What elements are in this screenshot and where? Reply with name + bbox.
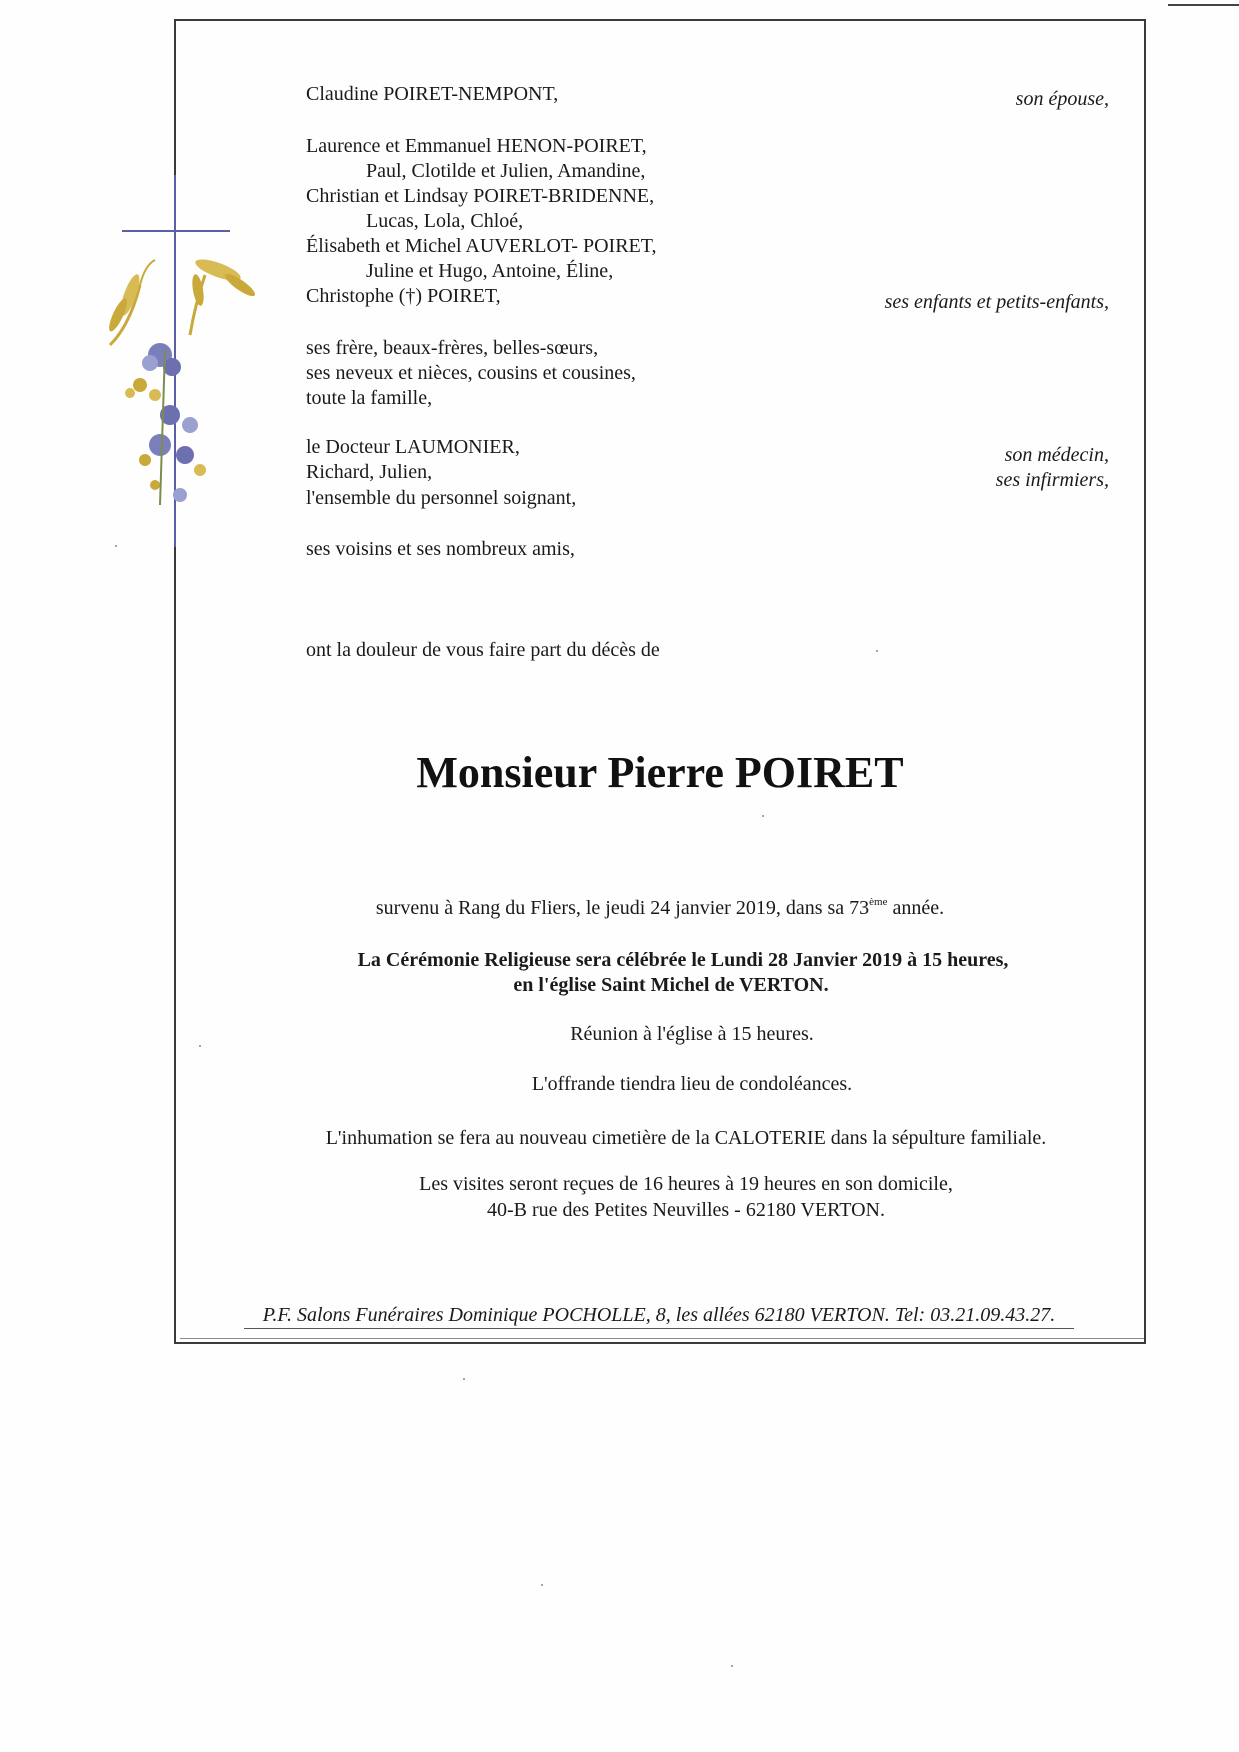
scan-speck [463, 1378, 465, 1380]
funeral-home-footer: P.F. Salons Funéraires Dominique POCHOLLE, 8, les allées 62180 VERTON. Tel: 03.21.09.43.27. [244, 1303, 1074, 1329]
relatives-line: ses neveux et nièces, cousins et cousines, [306, 362, 636, 384]
epouse-role: son épouse, [1015, 88, 1109, 110]
children-role: ses enfants et petits-enfants, [884, 291, 1109, 313]
wheat-flower-ornament-icon [100, 255, 260, 525]
children-line: Élisabeth et Michel AUVERLOT- POIRET, [306, 235, 657, 257]
scan-speck [115, 545, 117, 547]
scan-speck [876, 650, 878, 652]
cross-bar [122, 230, 230, 232]
infirmiers-role: ses infirmiers, [995, 469, 1109, 491]
friends-line: ses voisins et ses nombreux amis, [306, 538, 575, 560]
children-line: Juline et Hugo, Antoine, Éline, [366, 260, 614, 282]
visits-line: Les visites seront reçues de 16 heures à 19 heures en son domicile, [419, 1173, 953, 1195]
deceased-name: Monsieur Pierre POIRET [416, 748, 904, 797]
epouse-name: Claudine POIRET-NEMPONT, [306, 83, 559, 105]
scan-speck [541, 1584, 543, 1586]
offrande-line: L'offrande tiendra lieu de condoléances. [531, 1073, 853, 1095]
medical-line: le Docteur LAUMONIER, [306, 436, 520, 458]
relatives-line: ses frère, beaux-frères, belles-sœurs, [306, 337, 599, 359]
scan-speck [762, 815, 764, 817]
children-line: Christophe (†) POIRET, [306, 285, 501, 307]
children-line: Laurence et Emmanuel HENON-POIRET, [306, 135, 647, 157]
medical-role: son médecin, [1004, 444, 1109, 466]
reunion-line: Réunion à l'église à 15 heures. [570, 1023, 814, 1045]
children-line: Christian et Lindsay POIRET-BRIDENNE, [306, 185, 655, 207]
relatives-line: toute la famille, [306, 387, 433, 409]
inhumation-line: L'inhumation se fera au nouveau cimetière de la CALOTERIE dans la sépulture familiale. [325, 1127, 1047, 1149]
scan-speck [199, 1045, 201, 1047]
address-line: 40-B rue des Petites Neuvilles - 62180 VERTON. [486, 1199, 886, 1221]
death-line-sup: ème [869, 896, 888, 908]
death-line-end: année. [887, 897, 945, 919]
scan-edge-line [1168, 4, 1239, 6]
death-line-text: survenu à Rang du Fliers, le jeudi 24 janvier 2019, dans sa 73 [375, 897, 870, 919]
death-line [174, 896, 1146, 921]
medical-line: Richard, Julien, [306, 461, 433, 483]
ceremony-church: en l'église Saint Michel de VERTON. [513, 974, 829, 996]
children-line: Lucas, Lola, Chloé, [366, 210, 524, 232]
ceremony-line: La Cérémonie Religieuse sera célébrée le Lundi 28 Janvier 2019 à 15 heures, [357, 949, 1009, 971]
scan-speck [731, 1665, 733, 1667]
children-line: Paul, Clotilde et Julien, Amandine, [366, 160, 646, 182]
announcement: ont la douleur de vous faire part du décès de [306, 639, 660, 661]
medical-line: l'ensemble du personnel soignant, [306, 487, 577, 509]
